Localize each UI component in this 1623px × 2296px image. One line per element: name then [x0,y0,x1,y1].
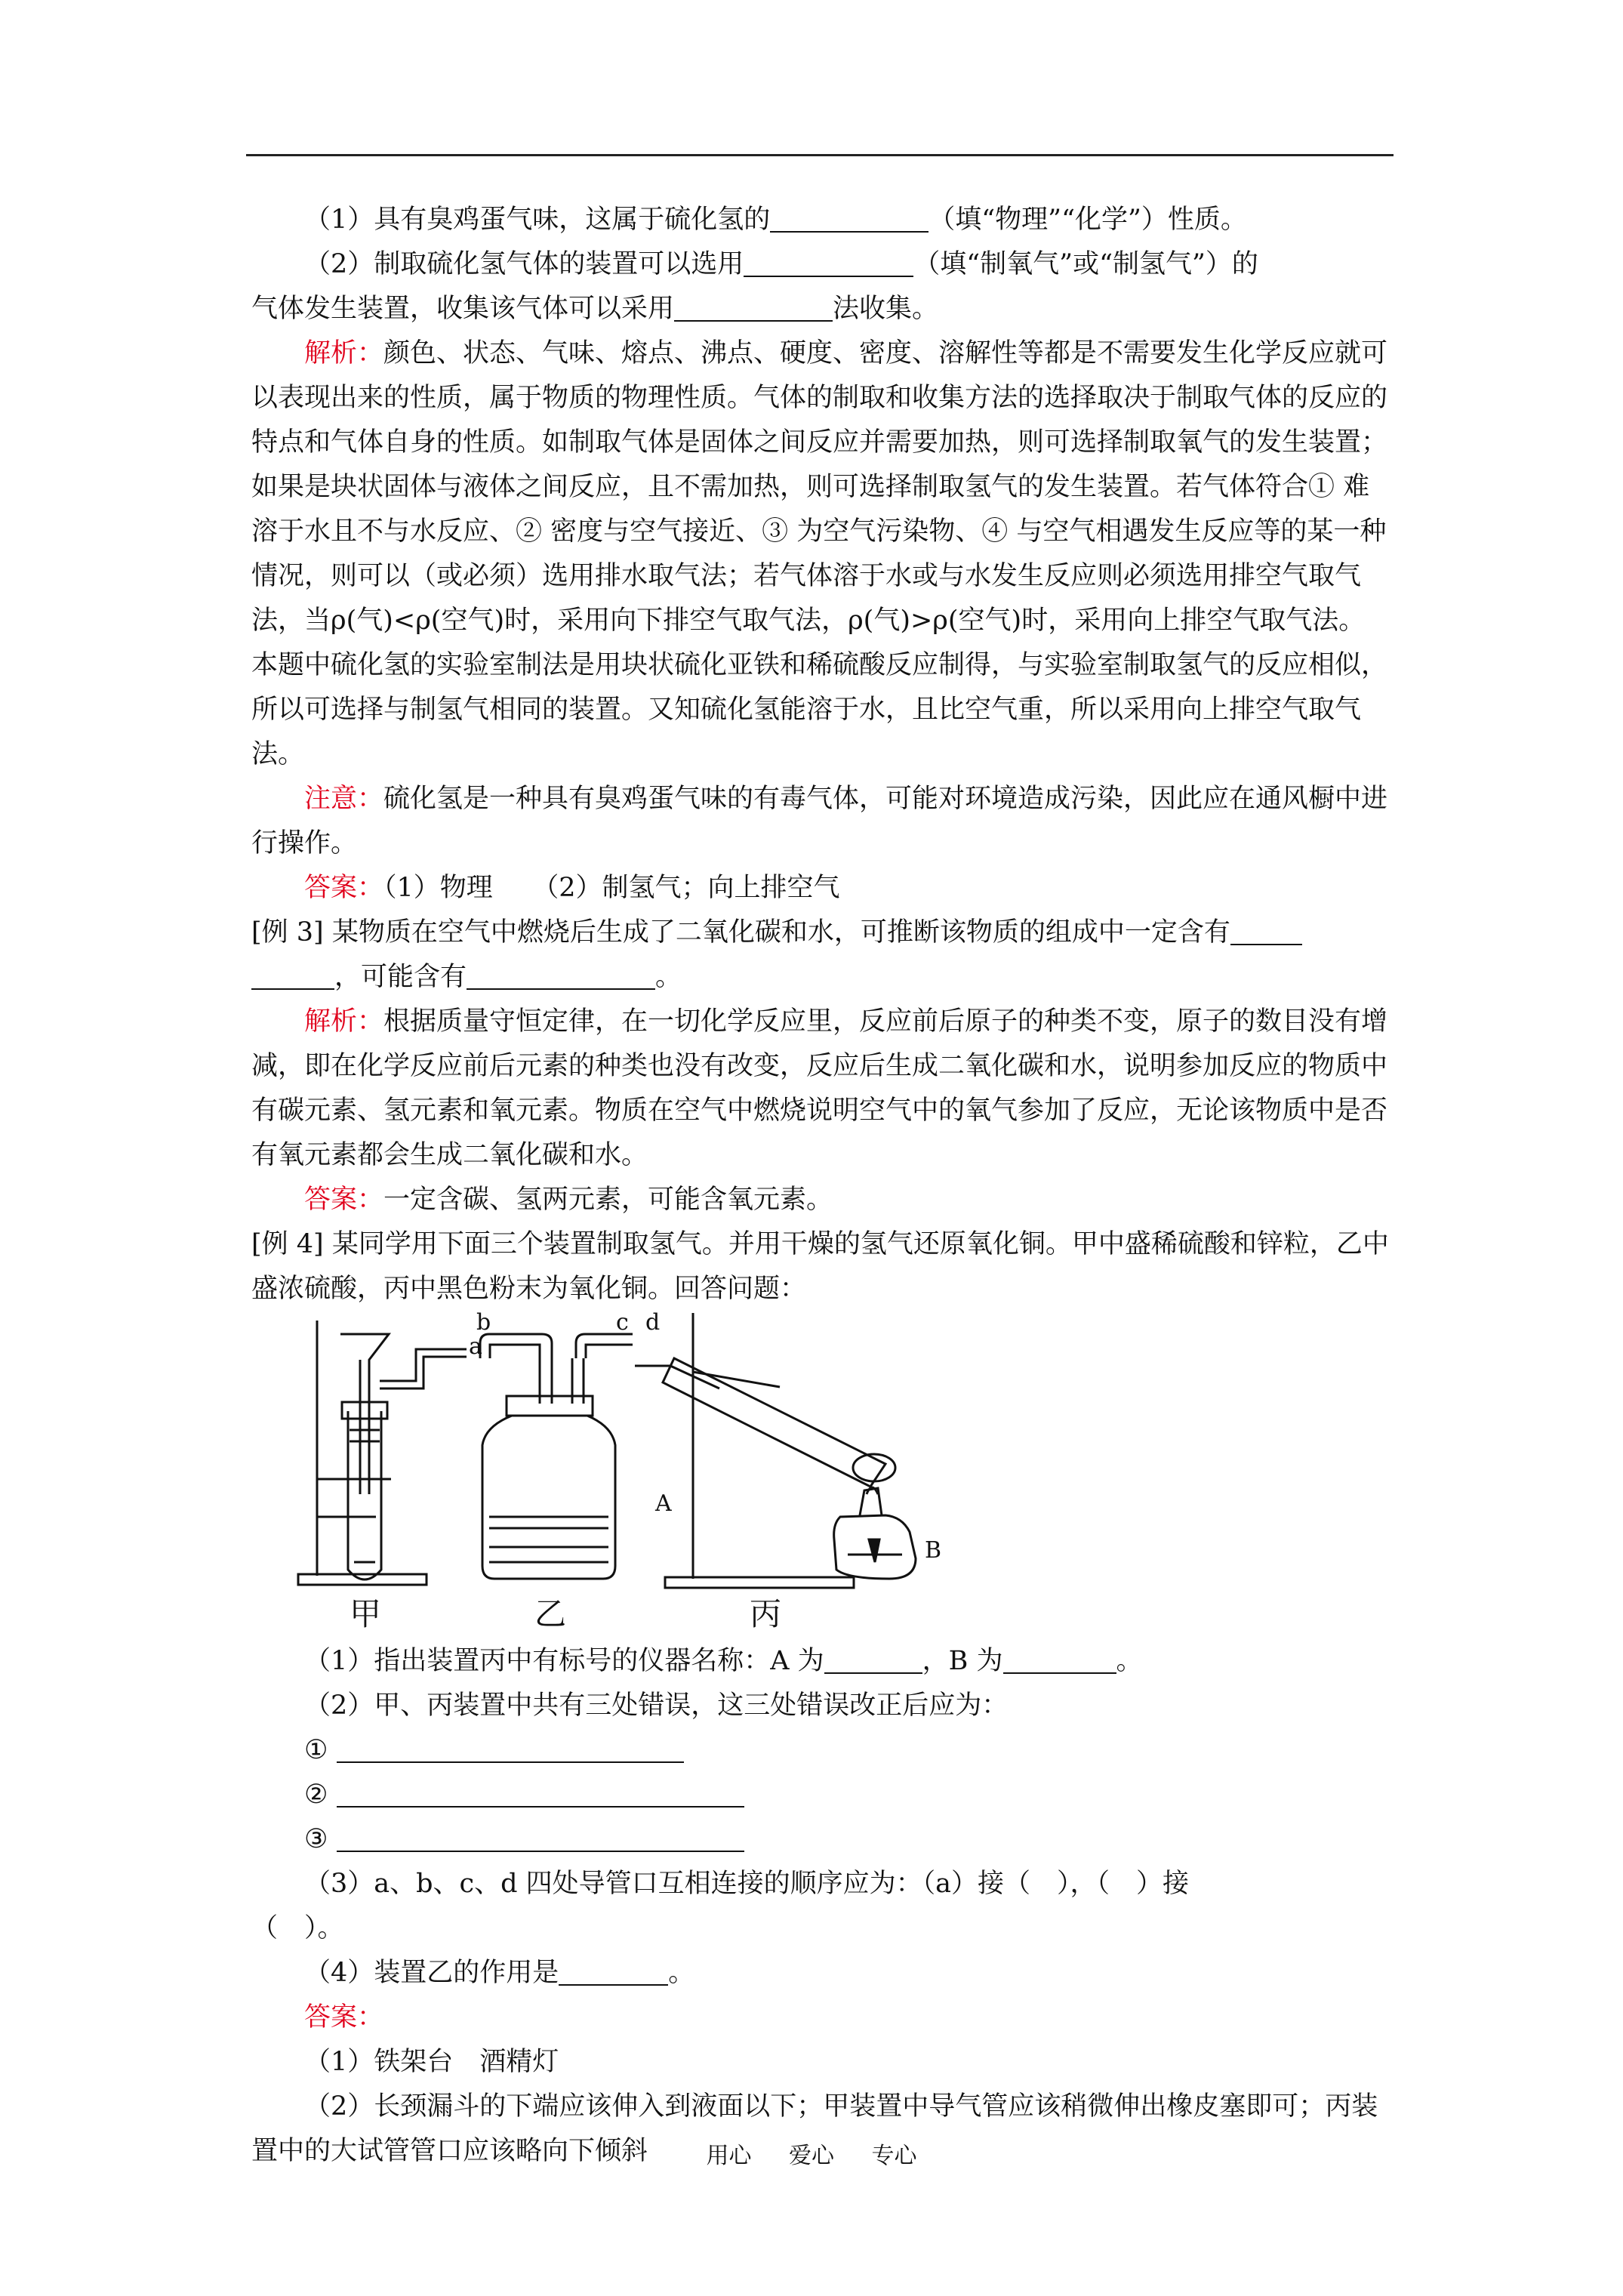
example-4-label: [例 4] [251,1229,324,1259]
example-3-text: 某物质在空气中燃烧后生成了二氧化碳和水，可推断该物质的组成中一定含有 [323,917,1230,948]
q2-answer [251,866,1391,911]
analysis-colon: ： [357,338,384,368]
apparatus-bing [635,1309,916,1588]
example-4-q2-text: （2）甲、丙装置中共有三处错误，这三处错误改正后应为： [304,1690,1009,1721]
q2-part1-tail: （填“物理”“化学”）性质。 [929,205,1247,235]
example-4-q1 [251,1639,1391,1684]
q2-analysis [251,331,1391,777]
answer-blank [1230,914,1302,945]
answer-blank [674,290,833,322]
analysis-colon: ： [357,1006,384,1037]
answer-label: 答案： [304,873,384,903]
answer-blank [251,958,334,990]
example-3-label: [例 3] [251,917,324,948]
document-body [251,198,1391,2174]
q2-part2-line2-text: 气体发生装置，收集该气体可以采用 [251,294,675,324]
answer-blank [337,1820,744,1852]
q2-answer-text: （1）物理 （2）制氢气；向上排空气 [383,873,840,903]
apparatus-figure [251,1309,1391,1636]
apparatus-jia [298,1321,467,1585]
answer-blank [337,1731,684,1763]
example-3-question [251,911,1391,955]
answer-label: 答案： [304,1185,384,1215]
note-label: 注意 [304,784,358,814]
error-line-1 [251,1728,1391,1773]
example-4-q4 [251,1951,1391,1996]
label-B: B [925,1537,942,1564]
q2-part2-line2-tail: 法收集。 [833,294,939,324]
answer-blank [1003,1642,1116,1674]
label-a: a [469,1333,482,1360]
label-d: d [645,1309,661,1336]
answer-blank [744,245,913,277]
q2-part2 [251,242,1391,287]
label-c: c [616,1309,629,1336]
q2-analysis-text: 颜色、状态、气味、熔点、沸点、硬度、密度、溶解性等都是不需要发生化学反应就可以表现出来的性质，属于物质的物理性质。气体的制取和收集方法的选择取决于制取气体的反应的特点和气体自身的性质。如制取气体是固体之间反应并需要加热，则可选择制取氧气的发生装置；如果是块状固体与液体之间反应，且不需加热，则可选择制取氢气的发生装置。若气体符合① 难溶于水且不与水反应、② 密度与空气接近、③ 为空气污染物、④ 与空气相遇发生反应等的某一种情况，则可以（或必须）选用排水取气法；若气体溶于水或与水发生反应则必须选用排空气取气法，当ρ(气)<ρ(空气)时，采用向下排空气取气法，ρ(气)>ρ(空气)时，采用向上排空气取气法。本题中硫化氢的实验室制法是用块状硫化亚铁和稀硫酸反应制得，与实验室制取氢气的反应相似，所以可选择与制氢气相同的装置。又知硫化氢能溶于水，且比空气重，所以采用向上排空气取气法。 [251,338,1388,769]
q2-part2-tail: （填“制氧气”或“制氢气”）的 [913,249,1258,279]
example-3-line2-text: ，可能含有 [334,962,467,992]
q2-part1-text: （1）具有臭鸡蛋气味，这属于硫化氢的 [304,205,771,235]
example-4-question [251,1222,1391,1311]
example-4-q3-tail: （ ）。 [251,1913,344,1943]
example-3-answer [251,1178,1391,1222]
answer-blank [467,958,655,990]
caption-yi: 乙 [534,1595,567,1632]
example-3-analysis-text: 根据质量守恒定律，在一切化学反应里，反应前后原子的种类不变，原子的数目没有增减，即在化学反应前后元素的种类也没有改变，反应后生成二氧化碳和水，说明参加反应的物质中有碳元素、氢元素和氧元素。物质在空气中燃烧说明空气中的氧气参加了反应，无论该物质中是否有氧元素都会生成二氧化碳和水。 [251,1006,1388,1170]
error-line-2 [251,1773,1391,1817]
example-3-analysis [251,1000,1391,1178]
analysis-label: 解析 [304,1006,358,1037]
example-4-answer-2-text: （2）长颈漏斗的下端应该伸入到液面以下；甲装置中导气管应该稍微伸出橡皮塞即可；丙装置中的大试管管口应该略向下倾斜 [251,2091,1378,2166]
example-4-q2 [251,1684,1391,1728]
q2-part2-text: （2）制取硫化氢气体的装置可以选用 [304,249,744,279]
example-4-q4-end: 。 [668,1958,695,1988]
example-4-answer-1-text: （1）铁架台 酒精灯 [304,2047,559,2077]
example-4-answer-1 [251,2040,1391,2085]
caption-jia: 甲 [350,1595,382,1632]
apparatus-yi [480,1334,633,1579]
example-4-q3 [251,1862,1391,1906]
circled-three: ③ [304,1824,328,1854]
example-4-answer-label [251,1996,1391,2040]
example-4-q4-text: （4）装置乙的作用是 [304,1958,559,1988]
header-rule [246,154,1394,156]
q2-note [251,777,1391,866]
q2-part1 [251,198,1391,242]
answer-blank [559,1954,668,1986]
page-footer: 用心 爱心 专心 [706,2143,917,2169]
circled-one: ① [304,1735,328,1765]
example-4-q1-text: （1）指出装置丙中有标号的仪器名称：A 为 [304,1646,824,1676]
example-3-end: 。 [655,962,682,992]
example-4-q3-text: （3）a、b、c、d 四处导管口互相连接的顺序应为：（a）接（ ），（ ）接 [304,1869,1190,1899]
example-4-q3-line2 [251,1906,1391,1951]
example-4-text: 某同学用下面三个装置制取氢气。并用干燥的氢气还原氧化铜。甲中盛稀硫酸和锌粒，乙中盛浓硫酸，丙中黑色粉末为氧化铜。回答问题： [251,1229,1389,1304]
example-4-q1-end: 。 [1116,1646,1143,1676]
answer-blank [824,1642,922,1674]
circled-two: ② [304,1780,328,1810]
answer-blank [337,1776,744,1808]
example-3-answer-text: 一定含碳、氢两元素，可能含氧元素。 [383,1185,833,1215]
caption-bing: 丙 [750,1595,782,1632]
error-line-3 [251,1817,1391,1862]
label-A: A [655,1490,672,1517]
example-3-line2 [251,955,1391,1000]
answer-blank [770,201,929,233]
q2-part2-line2 [251,287,1391,331]
apparatus-diagram [251,1309,1391,1636]
analysis-label: 解析 [304,338,358,368]
example-4-q1-mid: ，B 为 [922,1646,1003,1676]
answer-label: 答案： [304,2002,384,2032]
label-b: b [476,1309,491,1336]
note-colon: ： [357,784,384,814]
q2-note-text: 硫化氢是一种具有臭鸡蛋气味的有毒气体，可能对环境造成污染，因此应在通风橱中进行操作。 [251,784,1388,858]
